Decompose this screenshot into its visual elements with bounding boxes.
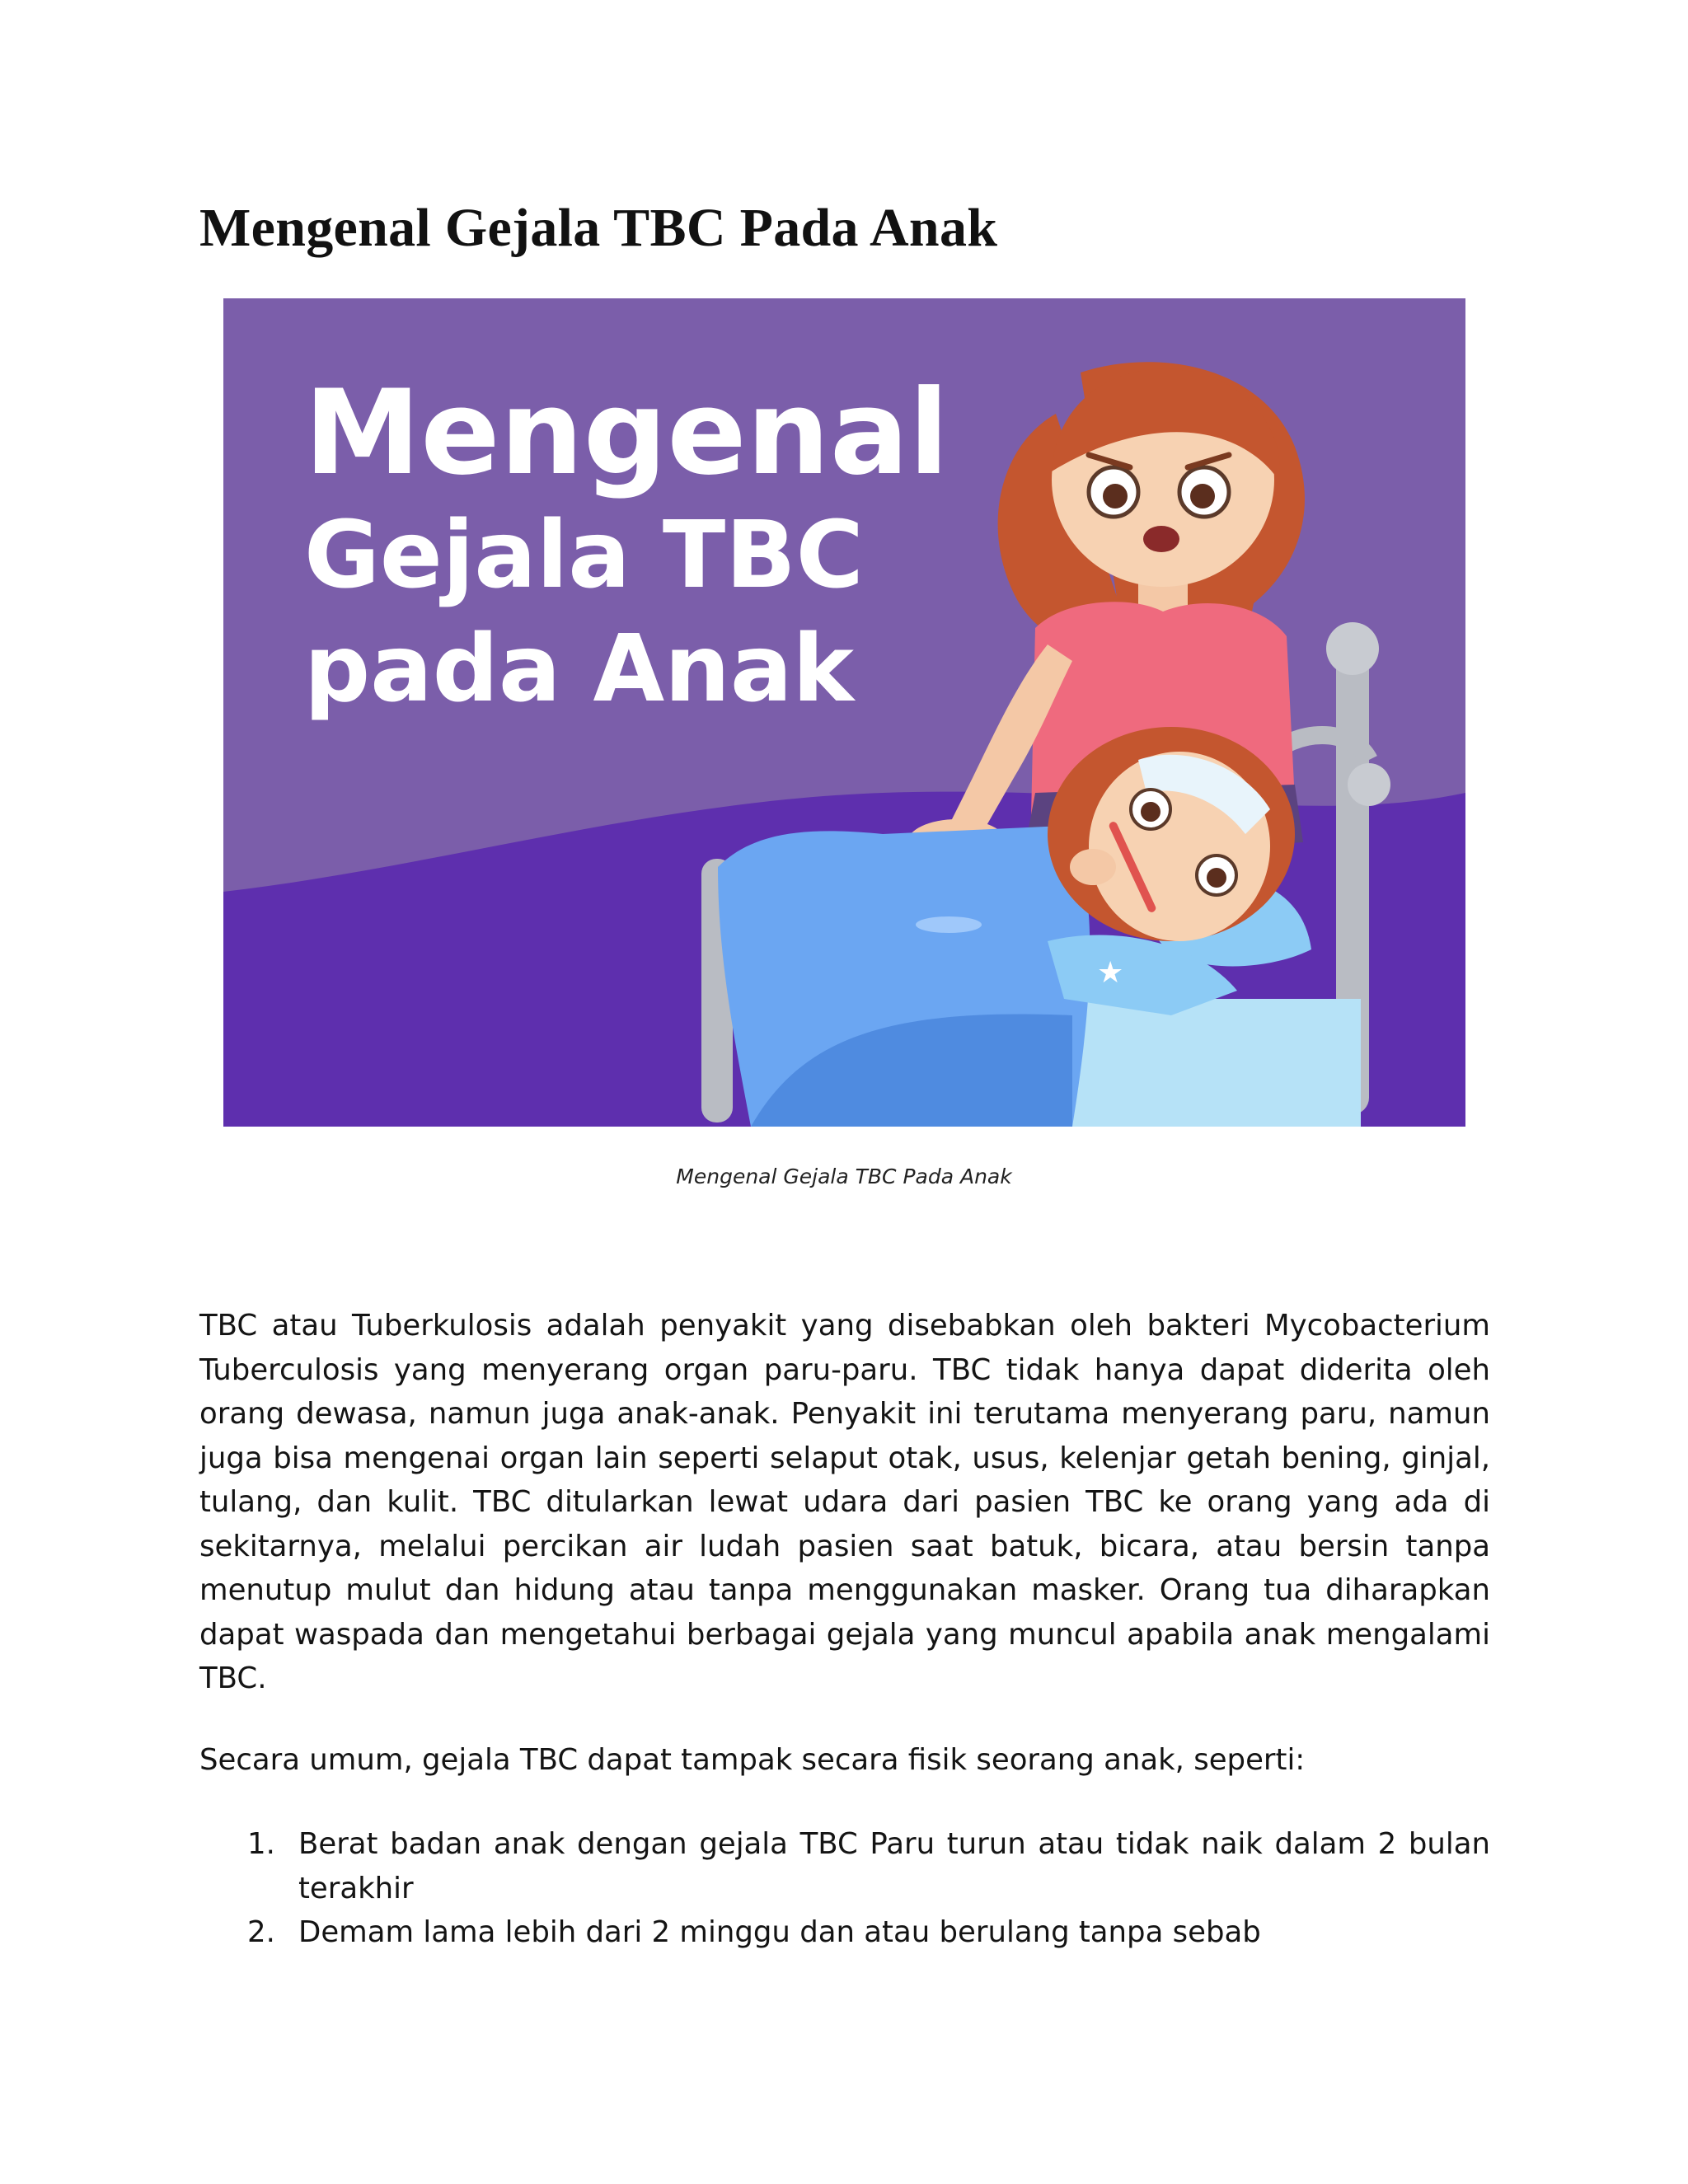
- svg-text:★: ★: [1097, 956, 1124, 989]
- intro-paragraph: TBC atau Tuberkulosis adalah penyakit yang disebabkan oleh bakteri Mycobacterium Tuberculosis yang menyerang organ paru-paru. TBC tidak hanya dapat diderita oleh orang dewasa, namun juga anak-anak. Penyakit ini terutama menyerang paru, namun juga bisa mengenai organ lain seperti selaput otak, usus, kelenjar getah bening, ginjal, tulang, dan kulit. TBC ditularkan lewat udara dari pasien TBC ke orang yang ada di sekitarnya, melalui percikan air ludah pasien saat batuk, bicara, atau bersin tanpa menutup mulut dan hidung atau tanpa menggunakan masker. Orang tua diharapkan dapat waspada dan mengetahui berbagai gejala yang muncul apabila anak mengalami TBC.: [199, 1309, 1490, 1695]
- list-item-text: Demam lama lebih dari 2 minggu dan atau berulang tanpa sebab: [298, 1915, 1261, 1949]
- banner-heading-line-3: pada Anak: [304, 616, 854, 723]
- list-item: [199, 1910, 1490, 1955]
- symptom-list: [199, 1822, 1490, 1955]
- document-title: Mengenal Gejala TBC Pada Anak: [199, 198, 998, 258]
- list-item-text: Berat badan anak dengan gejala TBC Paru turun atau tidak naik dalam 2 bulan terakhir: [298, 1827, 1490, 1905]
- banner-heading-line-2: Gejala TBC: [304, 502, 864, 609]
- banner-caption: Mengenal Gejala TBC Pada Anak: [676, 1165, 1012, 1188]
- list-item: [199, 1822, 1490, 1910]
- banner-heading-line-1: Mengenal: [304, 365, 950, 501]
- symptoms-lead-paragraph: Secara umum, gejala TBC dapat tampak secara fisik seorang anak, seperti:: [199, 1743, 1306, 1777]
- banner-illustration: [223, 298, 1465, 1127]
- list-item-number: 2.: [247, 1915, 275, 1949]
- list-item-number: 1.: [247, 1827, 275, 1861]
